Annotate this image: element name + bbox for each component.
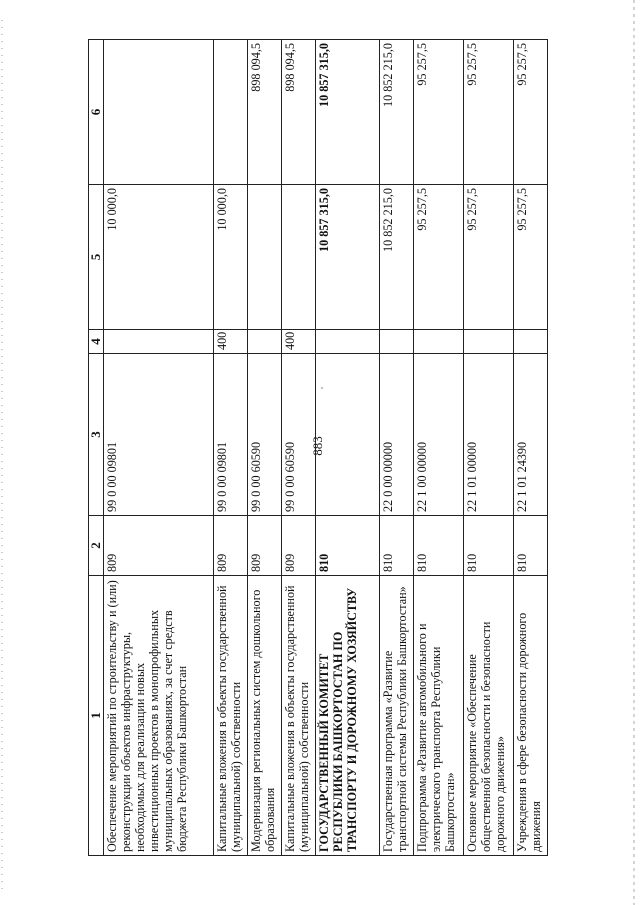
row-ministry-code: 809: [104, 516, 214, 576]
row-expense-type: [514, 330, 548, 354]
budget-table-grid: [88, 39, 548, 856]
row-expense-type: [464, 330, 514, 354]
table-row: [380, 40, 414, 856]
row-name: Обеспечение мероприятий по строительству и (или) реконструкции объектов инфраструктуры, необходимых для реализации новых инвестиционных проектов в монопрофильных муниципальных образованиях, за счет средств бюджета Республики Башкортостан: [104, 576, 214, 856]
row-name: Капитальные вложения в объекты государственной (муниципальной) собственности: [214, 576, 248, 856]
page-number: 883: [310, 436, 325, 456]
row-amount-col5: 10 000,0: [214, 185, 248, 330]
row-ministry-code: 810: [514, 516, 548, 576]
row-target-code: 22 0 00 00000: [380, 354, 414, 516]
row-ministry-code: 810: [380, 516, 414, 576]
header-cell-2: 2: [89, 516, 104, 576]
row-ministry-code: 810: [414, 516, 464, 576]
row-amount-col5: 10 852 215,0: [380, 185, 414, 330]
row-amount-col5: 95 257,5: [464, 185, 514, 330]
budget-table: [88, 40, 543, 856]
row-expense-type: 400: [214, 330, 248, 354]
row-amount-col6: 95 257,5: [514, 40, 548, 185]
row-amount-col5: 95 257,5: [414, 185, 464, 330]
row-target-code: 22 1 00 00000: [414, 354, 464, 516]
row-target-code: 22 1 01 00000: [464, 354, 514, 516]
row-amount-col5: [248, 185, 282, 330]
row-ministry-code: 809: [214, 516, 248, 576]
row-amount-col5: 10 000,0: [104, 185, 214, 330]
row-amount-col6: 10 852 215,0: [380, 40, 414, 185]
row-expense-type: [414, 330, 464, 354]
table-row: [514, 40, 548, 856]
row-name: Модернизация региональных систем дошкольного образования: [248, 576, 282, 856]
row-expense-type: [248, 330, 282, 354]
row-target-code: 99 0 00 60590: [282, 354, 316, 516]
row-target-code: [316, 354, 380, 516]
row-target-code: 99 0 00 09801: [214, 354, 248, 516]
table-row: [282, 40, 316, 856]
budget-table-rotated: [88, 40, 543, 856]
header-cell-4: 4: [89, 330, 104, 354]
header-cell-1: 1: [89, 576, 104, 856]
row-amount-col6: [104, 40, 214, 185]
row-ministry-code: 810: [316, 516, 380, 576]
row-name: Основное мероприятие «Обеспечение общественной безопасности и безопасности дорожного движения»: [464, 576, 514, 856]
header-cell-5: 5: [89, 185, 104, 330]
row-target-code: 99 0 00 09801: [104, 354, 214, 516]
row-name: Подпрограмма «Развитие автомобильного и электрического транспорта Республики Башкортостан»: [414, 576, 464, 856]
header-cell-3: 3: [89, 354, 104, 516]
table-row: [414, 40, 464, 856]
table-row: [104, 40, 214, 856]
row-amount-col5: 10 857 315,0: [316, 185, 380, 330]
row-expense-type: [380, 330, 414, 354]
table-row: [464, 40, 514, 856]
row-name: Государственная программа «Развитие транспортной системы Республики Башкортостан»: [380, 576, 414, 856]
row-expense-type: 400: [282, 330, 316, 354]
row-name: Учреждения в сфере безопасности дорожного движения: [514, 576, 548, 856]
row-name: ГОСУДАРСТВЕННЫЙ КОМИТЕТ РЕСПУБЛИКИ БАШКОРТОСТАН ПО ТРАНСПОРТУ И ДОРОЖНОМУ ХОЗЯЙСТВУ: [316, 576, 380, 856]
row-amount-col5: [282, 185, 316, 330]
row-ministry-code: 809: [282, 516, 316, 576]
row-expense-type: [104, 330, 214, 354]
table-row: [214, 40, 248, 856]
row-ministry-code: 809: [248, 516, 282, 576]
row-amount-col6: 898 094,5: [248, 40, 282, 185]
row-amount-col6: 898 094,5: [282, 40, 316, 185]
table-row: [316, 40, 380, 856]
row-name: Капитальные вложения в объекты государственной (муниципальной) собственности: [282, 576, 316, 856]
header-cell-6: 6: [89, 40, 104, 185]
row-ministry-code: 810: [464, 516, 514, 576]
row-target-code: 99 0 00 60590: [248, 354, 282, 516]
table-row: [248, 40, 282, 856]
row-amount-col6: 10 857 315,0: [316, 40, 380, 185]
row-amount-col6: [214, 40, 248, 185]
row-amount-col5: 95 257,5: [514, 185, 548, 330]
row-expense-type: [316, 330, 380, 354]
header-row: [89, 40, 104, 856]
row-amount-col6: 95 257,5: [464, 40, 514, 185]
row-target-code: 22 1 01 24390: [514, 354, 548, 516]
row-amount-col6: 95 257,5: [414, 40, 464, 185]
